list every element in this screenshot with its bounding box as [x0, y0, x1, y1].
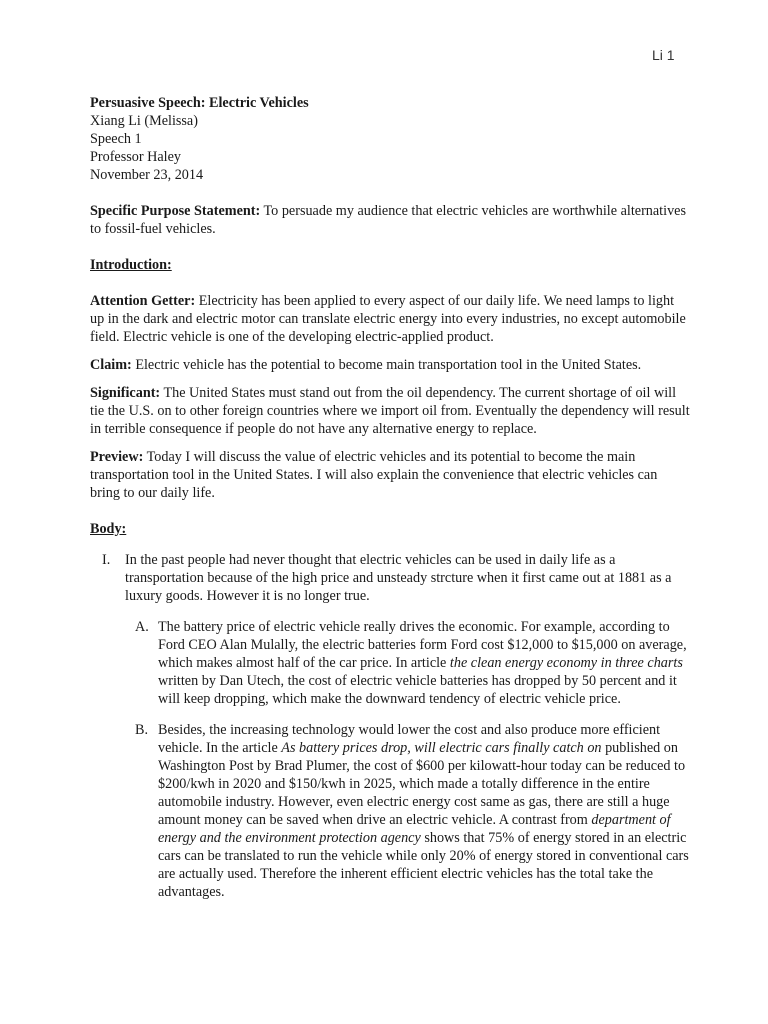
introduction-heading [90, 256, 690, 274]
sub-point-b-text [158, 721, 690, 901]
page-number: Li 1 [652, 47, 675, 63]
document-title: Persuasive Speech: Electric Vehicles [90, 95, 309, 111]
claim-label: Claim: [90, 357, 132, 373]
attention-label: Attention Getter: [90, 293, 196, 309]
significant-label: Significant: [90, 385, 161, 401]
main-point-1 [90, 551, 690, 605]
sub-point-a-text-1: The battery price of electric vehicle really drives the economic. For example, according to Ford CEO Alan Mulally, the electric batteries form Ford cost $12,000 to $15,000 on average, which makes almost half of the car price. In article [158, 619, 687, 671]
sub-point-b-number: B. [135, 722, 149, 738]
purpose-statement [90, 202, 690, 238]
sub-point-a-text [158, 618, 690, 708]
claim [90, 356, 690, 374]
sub-point-a-number: A. [135, 619, 149, 635]
sub-point-b-text-1: Besides, the increasing technology would lower the cost and also produce more efficient vehicle. In the article [158, 722, 661, 756]
author-name: Xiang Li (Melissa) [90, 113, 198, 129]
sub-point-a-citation: the clean energy economy in three charts [449, 655, 683, 671]
header-block [90, 94, 690, 184]
sub-point-b-citation-1: As battery prices drop, will electric cars finally catch on [281, 740, 602, 756]
sub-point-a [90, 618, 690, 708]
course-name: Speech 1 [90, 131, 142, 147]
purpose-text: To persuade my audience that electric vehicles are worthwhile alternatives to fossil-fuel vehicles. [90, 203, 686, 237]
sub-point-b-text-3: shows that 75% of energy stored in an electric cars can be translated to run the vehicle while only 20% of energy stored in conventional cars are actually used. Therefore the inherent efficient electric vehicles has the total take the advantages. [158, 830, 689, 900]
introduction-heading-text: Introduction: [90, 257, 172, 273]
significant-text: The United States must stand out from the oil dependency. The current shortage of oil will tie the U.S. on to other foreign countries where we import oil from. Eventually the dependency will result in terrible consequence if people do not have any alternative energy to replace. [90, 385, 690, 437]
attention-text: Electricity has been applied to every aspect of our daily life. We need lamps to light up in the dark and electric motor can translate electric energy into every industries, no except automobile field. Electric vehicle is one of the developing electric-applied product. [90, 293, 686, 345]
purpose-label: Specific Purpose Statement: [90, 203, 261, 219]
sub-point-b [90, 721, 690, 901]
sub-point-b-citation-2: department of energy and the environment protection agency [158, 812, 671, 846]
sub-point-b-text-2: published on Washington Post by Brad Plumer, the cost of $600 per kilowatt-hour today can be reduced to $200/kwh in 2020 and $150/kwh in 2025, which made a totally difference in the entire automobile industry. However, even electric energy cost same as gas, there are still a huge amount money can be saved when drive an electric vehicle. A contrast from [158, 740, 686, 828]
body-heading-text: Body: [90, 521, 127, 537]
document-date: November 23, 2014 [90, 167, 204, 183]
body-heading [90, 520, 690, 538]
sub-point-a-text-2: written by Dan Utech, the cost of electric vehicle batteries has dropped by 50 percent and it will keep dropping, which make the downward tendency of electric vehicle price. [158, 673, 677, 707]
main-point-1-number: I. [102, 552, 111, 568]
claim-text: Electric vehicle has the potential to become main transportation tool in the United States. [131, 357, 642, 373]
document-body [90, 94, 690, 901]
main-point-1-text: In the past people had never thought that electric vehicles can be used in daily life as a transportation because of the high price and unsteady strcture when it first came out at 1881 as a luxury goods. However it is no longer true. [125, 552, 672, 604]
significant [90, 384, 690, 438]
preview [90, 448, 690, 502]
preview-label: Preview: [90, 449, 144, 465]
preview-text: Today I will discuss the value of electric vehicles and its potential to become the main transportation tool in the United States. I will also explain the convenience that electric vehicles can bring to our daily life. [90, 449, 658, 501]
professor-name: Professor Haley [90, 149, 182, 165]
attention-getter [90, 292, 690, 346]
